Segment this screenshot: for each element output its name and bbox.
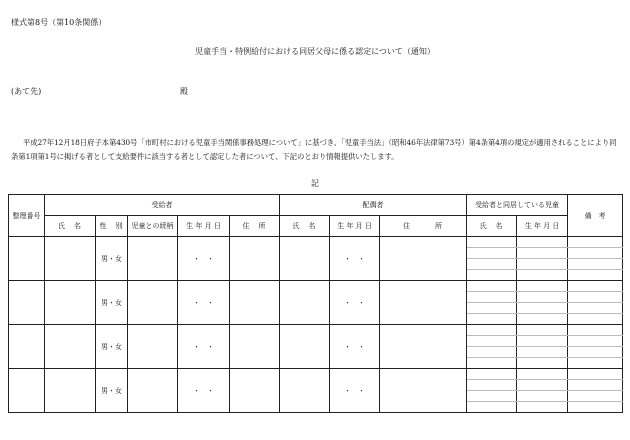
serial-cell xyxy=(9,325,45,369)
child-name-cell xyxy=(467,270,517,281)
recipient-sex-cell: 男・女 xyxy=(96,237,128,281)
spouse-dob-cell: ・ ・ xyxy=(330,325,380,369)
document-title: 児童手当・特例給付における同居父母に係る認定について（通知） xyxy=(195,47,435,56)
remarks-cell xyxy=(568,314,623,325)
recipient-address-cell xyxy=(230,281,280,325)
serial-cell xyxy=(9,281,45,325)
recipient-sex-cell: 男・女 xyxy=(96,281,128,325)
addressee-label: (あて先) xyxy=(11,87,42,96)
child-dob-cell xyxy=(517,248,568,259)
child-dob-cell xyxy=(517,380,568,391)
recipient-dob-header: 生 年 月 日 xyxy=(178,216,230,237)
table-row xyxy=(9,369,623,380)
child-dob-cell xyxy=(517,303,568,314)
recipient-relation-cell xyxy=(128,369,178,413)
remarks-cell xyxy=(568,292,623,303)
spouse-group-header: 配偶者 xyxy=(280,195,467,216)
honorific: 殿 xyxy=(180,87,188,96)
child-name-cell xyxy=(467,259,517,270)
child-dob-cell xyxy=(517,391,568,402)
child-name-header: 氏 名 xyxy=(467,216,517,237)
recipient-relation-cell xyxy=(128,237,178,281)
recipient-dob-cell: ・ ・ xyxy=(178,237,230,281)
child-dob-cell xyxy=(517,336,568,347)
serial-cell xyxy=(9,369,45,413)
spouse-address-cell xyxy=(380,325,467,369)
remarks-cell xyxy=(568,237,623,248)
child-name-cell xyxy=(467,292,517,303)
remarks-cell xyxy=(568,402,623,413)
child-dob-cell xyxy=(517,369,568,380)
recipient-name-cell xyxy=(45,369,96,413)
ki-heading: 記 xyxy=(311,179,319,188)
remarks-cell xyxy=(568,270,623,281)
remarks-cell xyxy=(568,336,623,347)
recipient-dob-cell: ・ ・ xyxy=(178,369,230,413)
remarks-cell xyxy=(568,380,623,391)
child-dob-cell xyxy=(517,292,568,303)
spouse-name-cell xyxy=(280,369,330,413)
table-row xyxy=(9,237,623,248)
form-number: 様式第8号（第10条関係） xyxy=(11,18,107,27)
remarks-cell xyxy=(568,248,623,259)
remarks-cell xyxy=(568,391,623,402)
recipient-relation-header: 児童との続柄 xyxy=(128,216,178,237)
recipient-relation-cell xyxy=(128,281,178,325)
child-name-cell xyxy=(467,358,517,369)
recipient-name-header: 氏 名 xyxy=(45,216,96,237)
remarks-cell xyxy=(568,347,623,358)
serial-number-header: 整理番号 xyxy=(9,195,45,237)
spouse-address-cell xyxy=(380,369,467,413)
recipient-name-cell xyxy=(45,281,96,325)
recipient-address-header: 住 所 xyxy=(230,216,280,237)
recipient-group-header: 受給者 xyxy=(45,195,280,216)
recipient-name-cell xyxy=(45,237,96,281)
body-paragraph: 平成27年12月18日府子本第430号「市町村における児童手当関係事務処理について」に基づき、「児童手当法」（昭和46年法律第73号）第4条第4項の規定が適用されることにより同条第1項第1号に掲げる者として支給要件に該当する者として認定した者について、下記のとおり情報提供いたします。 xyxy=(11,138,617,161)
recipient-sex-header: 性 別 xyxy=(96,216,128,237)
child-name-cell xyxy=(467,325,517,336)
child-dob-cell xyxy=(517,314,568,325)
recipient-address-cell xyxy=(230,369,280,413)
child-group-header: 受給者と同居している児童 xyxy=(467,195,568,216)
child-dob-cell xyxy=(517,402,568,413)
spouse-name-cell xyxy=(280,281,330,325)
child-name-cell xyxy=(467,303,517,314)
child-dob-cell xyxy=(517,281,568,292)
remarks-header: 備 考 xyxy=(568,195,623,237)
serial-cell xyxy=(9,237,45,281)
child-name-cell xyxy=(467,336,517,347)
recipient-sex-cell: 男・女 xyxy=(96,325,128,369)
child-name-cell xyxy=(467,391,517,402)
child-name-cell xyxy=(467,314,517,325)
remarks-cell xyxy=(568,358,623,369)
notification-table xyxy=(8,194,623,413)
recipient-dob-cell: ・ ・ xyxy=(178,281,230,325)
spouse-dob-header: 生 年 月 日 xyxy=(330,216,380,237)
child-dob-cell xyxy=(517,259,568,270)
spouse-address-cell xyxy=(380,281,467,325)
child-dob-cell xyxy=(517,270,568,281)
child-dob-cell xyxy=(517,358,568,369)
remarks-cell xyxy=(568,369,623,380)
remarks-cell xyxy=(568,281,623,292)
recipient-address-cell xyxy=(230,325,280,369)
spouse-address-cell xyxy=(380,237,467,281)
recipient-address-cell xyxy=(230,237,280,281)
child-name-cell xyxy=(467,237,517,248)
child-dob-cell xyxy=(517,347,568,358)
remarks-cell xyxy=(568,303,623,314)
child-dob-header: 生 年 月 日 xyxy=(517,216,568,237)
child-name-cell xyxy=(467,380,517,391)
child-name-cell xyxy=(467,347,517,358)
child-name-cell xyxy=(467,402,517,413)
child-name-cell xyxy=(467,281,517,292)
spouse-name-cell xyxy=(280,325,330,369)
remarks-cell xyxy=(568,259,623,270)
spouse-dob-cell: ・ ・ xyxy=(330,281,380,325)
recipient-dob-cell: ・ ・ xyxy=(178,325,230,369)
table-row xyxy=(9,325,623,336)
recipient-sex-cell: 男・女 xyxy=(96,369,128,413)
child-name-cell xyxy=(467,248,517,259)
recipient-relation-cell xyxy=(128,325,178,369)
child-dob-cell xyxy=(517,325,568,336)
recipient-name-cell xyxy=(45,325,96,369)
spouse-name-header: 氏 名 xyxy=(280,216,330,237)
table-row xyxy=(9,281,623,292)
child-name-cell xyxy=(467,369,517,380)
child-dob-cell xyxy=(517,237,568,248)
spouse-dob-cell: ・ ・ xyxy=(330,369,380,413)
spouse-address-header: 住 所 xyxy=(380,216,467,237)
remarks-cell xyxy=(568,325,623,336)
spouse-name-cell xyxy=(280,237,330,281)
spouse-dob-cell: ・ ・ xyxy=(330,237,380,281)
